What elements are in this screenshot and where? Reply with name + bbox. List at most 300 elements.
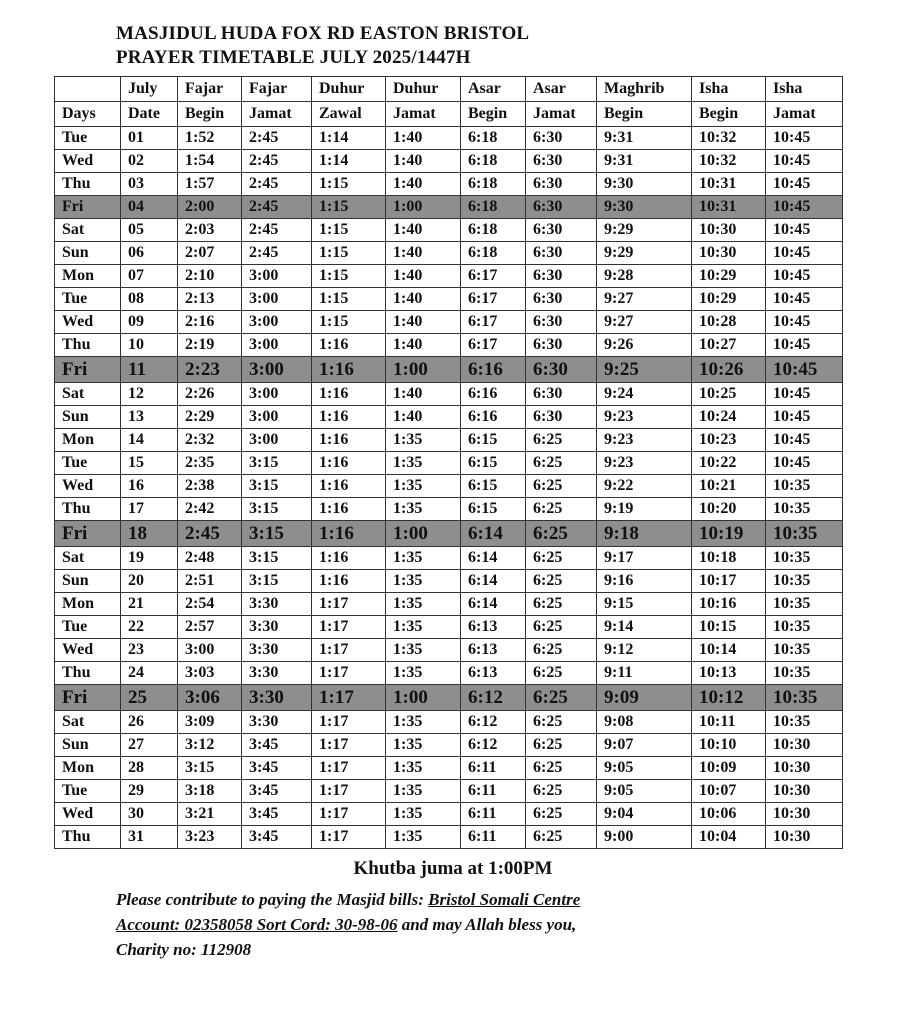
table-cell: 9:07 <box>597 734 692 757</box>
table-cell: 10:30 <box>766 757 843 780</box>
table-cell: 10:35 <box>766 639 843 662</box>
column-header: Duhur <box>386 77 461 102</box>
table-cell: 1:17 <box>312 593 386 616</box>
timetable-body <box>55 127 843 849</box>
charity-number: Charity no: 112908 <box>116 940 252 959</box>
table-cell: 10:45 <box>766 288 843 311</box>
table-cell: 3:00 <box>242 383 312 406</box>
table-cell: 22 <box>121 616 178 639</box>
table-cell: 6:30 <box>526 242 597 265</box>
table-cell: 25 <box>121 685 178 711</box>
table-cell: 1:16 <box>312 383 386 406</box>
table-cell: 10:15 <box>692 616 766 639</box>
table-cell: 2:45 <box>242 242 312 265</box>
table-cell: 1:35 <box>386 711 461 734</box>
table-cell: 1:00 <box>386 521 461 547</box>
table-cell: 6:12 <box>461 734 526 757</box>
table-cell: Tue <box>55 452 121 475</box>
table-cell: 1:17 <box>312 711 386 734</box>
table-cell: 1:35 <box>386 616 461 639</box>
table-cell: 1:35 <box>386 803 461 826</box>
table-cell: 9:18 <box>597 521 692 547</box>
table-cell: 04 <box>121 196 178 219</box>
table-cell: 6:18 <box>461 219 526 242</box>
table-cell: 3:30 <box>242 616 312 639</box>
timetable-title: PRAYER TIMETABLE JULY 2025/1447H <box>116 47 471 68</box>
table-cell: 9:26 <box>597 334 692 357</box>
table-cell: 9:05 <box>597 757 692 780</box>
table-cell: 10:25 <box>692 383 766 406</box>
table-cell: 1:17 <box>312 685 386 711</box>
table-cell: 2:35 <box>178 452 242 475</box>
table-cell: 2:45 <box>178 521 242 547</box>
table-cell: 9:22 <box>597 475 692 498</box>
table-cell: 10:45 <box>766 383 843 406</box>
table-cell: Fri <box>55 521 121 547</box>
column-header: Asar <box>461 77 526 102</box>
table-cell: Sat <box>55 219 121 242</box>
table-cell: 6:25 <box>526 570 597 593</box>
table-cell: 1:16 <box>312 334 386 357</box>
table-cell: 3:30 <box>242 593 312 616</box>
table-cell: 20 <box>121 570 178 593</box>
table-cell: Wed <box>55 311 121 334</box>
table-cell: 1:35 <box>386 547 461 570</box>
table-cell: 1:35 <box>386 429 461 452</box>
table-cell: 3:00 <box>242 429 312 452</box>
table-cell: 6:15 <box>461 452 526 475</box>
table-cell: 10:45 <box>766 196 843 219</box>
table-cell: 6:18 <box>461 127 526 150</box>
table-row <box>55 242 843 265</box>
table-cell: 3:15 <box>242 521 312 547</box>
table-cell: 1:35 <box>386 593 461 616</box>
table-cell: 1:57 <box>178 173 242 196</box>
table-cell: 1:16 <box>312 475 386 498</box>
table-cell: 6:30 <box>526 173 597 196</box>
table-cell: 6:11 <box>461 803 526 826</box>
table-cell: 6:30 <box>526 383 597 406</box>
table-cell: 6:11 <box>461 826 526 849</box>
table-cell: 1:15 <box>312 242 386 265</box>
table-cell: 1:35 <box>386 780 461 803</box>
column-header: Jamat <box>526 102 597 127</box>
table-cell: 3:15 <box>242 452 312 475</box>
column-header: Fajar <box>178 77 242 102</box>
table-cell: 6:25 <box>526 498 597 521</box>
table-cell: 10:20 <box>692 498 766 521</box>
table-cell: 2:45 <box>242 219 312 242</box>
table-cell: 10:16 <box>692 593 766 616</box>
table-cell: 10:35 <box>766 616 843 639</box>
table-cell: Mon <box>55 593 121 616</box>
table-cell: 2:32 <box>178 429 242 452</box>
table-cell: 6:30 <box>526 406 597 429</box>
table-cell: 3:23 <box>178 826 242 849</box>
table-cell: 3:03 <box>178 662 242 685</box>
table-row <box>55 711 843 734</box>
table-cell: 6:18 <box>461 196 526 219</box>
table-cell: 31 <box>121 826 178 849</box>
table-cell: 10:14 <box>692 639 766 662</box>
column-header: Begin <box>461 102 526 127</box>
table-cell: 1:40 <box>386 242 461 265</box>
table-cell: 23 <box>121 639 178 662</box>
blessing-text: and may Allah bless you, <box>397 915 577 934</box>
table-cell: 2:45 <box>242 196 312 219</box>
khutba-notice: Khutba juma at 1:00PM <box>353 858 553 879</box>
table-cell: 1:35 <box>386 570 461 593</box>
table-cell: Wed <box>55 475 121 498</box>
table-cell: 2:10 <box>178 265 242 288</box>
table-cell: 2:38 <box>178 475 242 498</box>
table-cell: 9:08 <box>597 711 692 734</box>
table-row <box>55 406 843 429</box>
table-cell: 2:57 <box>178 616 242 639</box>
table-row <box>55 826 843 849</box>
table-cell: 6:11 <box>461 780 526 803</box>
table-cell: 2:00 <box>178 196 242 219</box>
table-cell: 6:25 <box>526 452 597 475</box>
table-cell: Mon <box>55 429 121 452</box>
table-cell: 1:15 <box>312 173 386 196</box>
table-cell: 3:30 <box>242 662 312 685</box>
table-cell: 10:45 <box>766 242 843 265</box>
prayer-timetable <box>54 76 843 849</box>
table-cell: 6:15 <box>461 498 526 521</box>
column-header: Begin <box>597 102 692 127</box>
column-header: Jamat <box>386 102 461 127</box>
table-cell: 16 <box>121 475 178 498</box>
table-cell: 2:03 <box>178 219 242 242</box>
table-cell: 10:18 <box>692 547 766 570</box>
table-cell: 1:17 <box>312 780 386 803</box>
table-cell: 9:17 <box>597 547 692 570</box>
table-cell: 10:32 <box>692 150 766 173</box>
table-cell: 3:00 <box>242 311 312 334</box>
table-cell: 1:35 <box>386 826 461 849</box>
table-cell: 10:35 <box>766 711 843 734</box>
table-cell: 1:40 <box>386 383 461 406</box>
table-cell: 6:30 <box>526 265 597 288</box>
table-cell: 1:16 <box>312 357 386 383</box>
table-cell: 6:25 <box>526 521 597 547</box>
table-cell: 1:15 <box>312 311 386 334</box>
table-cell: 6:25 <box>526 429 597 452</box>
account-name: Bristol Somali Centre <box>428 890 581 909</box>
table-cell: 10:27 <box>692 334 766 357</box>
table-cell: 6:17 <box>461 288 526 311</box>
table-cell: 27 <box>121 734 178 757</box>
table-row <box>55 196 843 219</box>
table-cell: Thu <box>55 334 121 357</box>
table-cell: 06 <box>121 242 178 265</box>
table-cell: 6:25 <box>526 475 597 498</box>
table-cell: 21 <box>121 593 178 616</box>
table-cell: 10:30 <box>766 780 843 803</box>
table-cell: 1:54 <box>178 150 242 173</box>
table-row <box>55 498 843 521</box>
table-cell: 01 <box>121 127 178 150</box>
table-cell: 1:35 <box>386 498 461 521</box>
table-cell: 6:17 <box>461 265 526 288</box>
masjid-name-title: MASJIDUL HUDA FOX RD EASTON BRISTOL <box>116 23 530 44</box>
table-cell: 9:28 <box>597 265 692 288</box>
table-cell: 9:09 <box>597 685 692 711</box>
table-cell: 6:11 <box>461 757 526 780</box>
table-cell: 1:17 <box>312 662 386 685</box>
table-cell: 1:17 <box>312 826 386 849</box>
table-cell: 11 <box>121 357 178 383</box>
table-cell: 6:18 <box>461 242 526 265</box>
table-cell: 10:45 <box>766 429 843 452</box>
table-cell: 6:30 <box>526 288 597 311</box>
table-cell: 2:51 <box>178 570 242 593</box>
table-cell: 6:14 <box>461 547 526 570</box>
column-header <box>55 77 121 102</box>
table-cell: 6:25 <box>526 734 597 757</box>
table-cell: 10:30 <box>692 219 766 242</box>
table-cell: 1:52 <box>178 127 242 150</box>
table-cell: 10:45 <box>766 150 843 173</box>
table-cell: 10:17 <box>692 570 766 593</box>
table-row <box>55 639 843 662</box>
table-cell: 9:12 <box>597 639 692 662</box>
table-cell: 6:15 <box>461 475 526 498</box>
table-cell: 1:40 <box>386 288 461 311</box>
table-cell: 10 <box>121 334 178 357</box>
table-cell: 13 <box>121 406 178 429</box>
table-cell: 6:30 <box>526 150 597 173</box>
column-header: Date <box>121 102 178 127</box>
table-row <box>55 685 843 711</box>
table-cell: Wed <box>55 150 121 173</box>
table-cell: 2:23 <box>178 357 242 383</box>
table-cell: 10:11 <box>692 711 766 734</box>
table-cell: 1:35 <box>386 475 461 498</box>
table-cell: Wed <box>55 803 121 826</box>
table-cell: 1:40 <box>386 127 461 150</box>
table-row <box>55 475 843 498</box>
table-cell: 1:17 <box>312 757 386 780</box>
table-cell: 3:45 <box>242 757 312 780</box>
table-cell: 6:17 <box>461 334 526 357</box>
table-row <box>55 547 843 570</box>
table-row <box>55 616 843 639</box>
table-cell: 05 <box>121 219 178 242</box>
table-cell: Tue <box>55 780 121 803</box>
table-cell: 1:35 <box>386 452 461 475</box>
table-cell: 1:35 <box>386 662 461 685</box>
table-cell: 6:30 <box>526 127 597 150</box>
table-cell: 3:30 <box>242 639 312 662</box>
column-header: Duhur <box>312 77 386 102</box>
contribution-text: Please contribute to paying the Masjid bills: <box>116 890 429 909</box>
table-cell: 6:18 <box>461 150 526 173</box>
table-cell: 3:00 <box>178 639 242 662</box>
table-cell: 1:16 <box>312 429 386 452</box>
table-cell: 10:22 <box>692 452 766 475</box>
table-cell: 2:29 <box>178 406 242 429</box>
table-cell: 10:35 <box>766 498 843 521</box>
table-row <box>55 334 843 357</box>
table-cell: 1:17 <box>312 803 386 826</box>
table-cell: Tue <box>55 616 121 639</box>
table-cell: 6:25 <box>526 711 597 734</box>
table-cell: Sun <box>55 570 121 593</box>
table-cell: 2:45 <box>242 127 312 150</box>
table-cell: 17 <box>121 498 178 521</box>
table-cell: 10:45 <box>766 265 843 288</box>
table-cell: 6:25 <box>526 616 597 639</box>
table-cell: 6:25 <box>526 685 597 711</box>
table-row <box>55 429 843 452</box>
column-header: Isha <box>766 77 843 102</box>
table-cell: 1:40 <box>386 219 461 242</box>
table-cell: 3:15 <box>178 757 242 780</box>
table-cell: 10:45 <box>766 357 843 383</box>
table-cell: Fri <box>55 357 121 383</box>
table-cell: 6:30 <box>526 311 597 334</box>
table-cell: 6:30 <box>526 219 597 242</box>
table-row <box>55 734 843 757</box>
table-cell: 10:35 <box>766 570 843 593</box>
table-cell: 10:45 <box>766 406 843 429</box>
table-cell: 9:24 <box>597 383 692 406</box>
column-header: Fajar <box>242 77 312 102</box>
table-cell: 10:45 <box>766 334 843 357</box>
table-cell: 3:15 <box>242 547 312 570</box>
table-cell: 3:09 <box>178 711 242 734</box>
table-cell: 6:25 <box>526 780 597 803</box>
table-cell: 10:10 <box>692 734 766 757</box>
table-cell: 28 <box>121 757 178 780</box>
table-cell: 1:17 <box>312 616 386 639</box>
table-row <box>55 452 843 475</box>
table-cell: 1:14 <box>312 127 386 150</box>
table-row <box>55 311 843 334</box>
table-cell: 6:12 <box>461 685 526 711</box>
table-cell: 1:16 <box>312 498 386 521</box>
table-cell: 6:12 <box>461 711 526 734</box>
table-cell: 10:30 <box>766 826 843 849</box>
table-cell: 30 <box>121 803 178 826</box>
table-cell: 9:31 <box>597 150 692 173</box>
table-cell: 10:30 <box>766 803 843 826</box>
table-cell: 10:23 <box>692 429 766 452</box>
table-cell: 9:29 <box>597 242 692 265</box>
table-cell: 3:00 <box>242 265 312 288</box>
table-cell: 9:05 <box>597 780 692 803</box>
table-cell: 3:30 <box>242 711 312 734</box>
table-cell: 10:35 <box>766 685 843 711</box>
table-cell: Tue <box>55 127 121 150</box>
table-cell: 6:13 <box>461 616 526 639</box>
table-cell: Wed <box>55 639 121 662</box>
table-cell: 6:25 <box>526 547 597 570</box>
table-cell: 3:45 <box>242 826 312 849</box>
table-cell: 6:13 <box>461 639 526 662</box>
table-cell: 6:17 <box>461 311 526 334</box>
column-header: Zawal <box>312 102 386 127</box>
table-row <box>55 593 843 616</box>
table-cell: 6:25 <box>526 662 597 685</box>
table-cell: 9:23 <box>597 429 692 452</box>
table-cell: 10:45 <box>766 311 843 334</box>
table-cell: 6:16 <box>461 406 526 429</box>
table-cell: 1:40 <box>386 311 461 334</box>
table-cell: Sat <box>55 711 121 734</box>
column-header: July <box>121 77 178 102</box>
table-cell: 10:26 <box>692 357 766 383</box>
table-cell: 1:00 <box>386 357 461 383</box>
table-cell: 10:32 <box>692 127 766 150</box>
table-cell: 1:00 <box>386 196 461 219</box>
table-cell: Sun <box>55 242 121 265</box>
table-row <box>55 780 843 803</box>
table-cell: 10:35 <box>766 662 843 685</box>
table-cell: 1:14 <box>312 150 386 173</box>
column-header: Begin <box>692 102 766 127</box>
column-header: Asar <box>526 77 597 102</box>
table-cell: 9:23 <box>597 452 692 475</box>
table-cell: 3:15 <box>242 498 312 521</box>
table-cell: 6:25 <box>526 826 597 849</box>
table-cell: 3:00 <box>242 406 312 429</box>
table-cell: 1:16 <box>312 547 386 570</box>
table-cell: 6:16 <box>461 357 526 383</box>
table-cell: 9:29 <box>597 219 692 242</box>
table-cell: 2:16 <box>178 311 242 334</box>
table-row <box>55 757 843 780</box>
table-cell: 14 <box>121 429 178 452</box>
table-cell: 2:48 <box>178 547 242 570</box>
table-cell: 1:15 <box>312 265 386 288</box>
table-cell: 6:25 <box>526 803 597 826</box>
table-cell: 10:45 <box>766 127 843 150</box>
table-cell: 1:40 <box>386 334 461 357</box>
table-cell: 9:31 <box>597 127 692 150</box>
table-cell: 10:04 <box>692 826 766 849</box>
table-row <box>55 803 843 826</box>
table-cell: 2:45 <box>242 173 312 196</box>
table-cell: 6:18 <box>461 173 526 196</box>
table-cell: 3:18 <box>178 780 242 803</box>
table-cell: 10:12 <box>692 685 766 711</box>
table-cell: Thu <box>55 498 121 521</box>
table-cell: 19 <box>121 547 178 570</box>
table-cell: 6:14 <box>461 570 526 593</box>
table-cell: 29 <box>121 780 178 803</box>
table-cell: 10:35 <box>766 593 843 616</box>
table-cell: Thu <box>55 173 121 196</box>
column-header: Begin <box>178 102 242 127</box>
table-cell: 10:19 <box>692 521 766 547</box>
table-cell: 2:19 <box>178 334 242 357</box>
table-cell: 10:45 <box>766 452 843 475</box>
table-cell: 10:45 <box>766 219 843 242</box>
column-header: Maghrib <box>597 77 692 102</box>
table-cell: 9:25 <box>597 357 692 383</box>
table-cell: Sat <box>55 547 121 570</box>
table-cell: 3:30 <box>242 685 312 711</box>
table-cell: 6:25 <box>526 639 597 662</box>
table-cell: 9:19 <box>597 498 692 521</box>
table-cell: 3:12 <box>178 734 242 757</box>
table-cell: 3:15 <box>242 570 312 593</box>
table-cell: Thu <box>55 662 121 685</box>
table-cell: 1:40 <box>386 173 461 196</box>
